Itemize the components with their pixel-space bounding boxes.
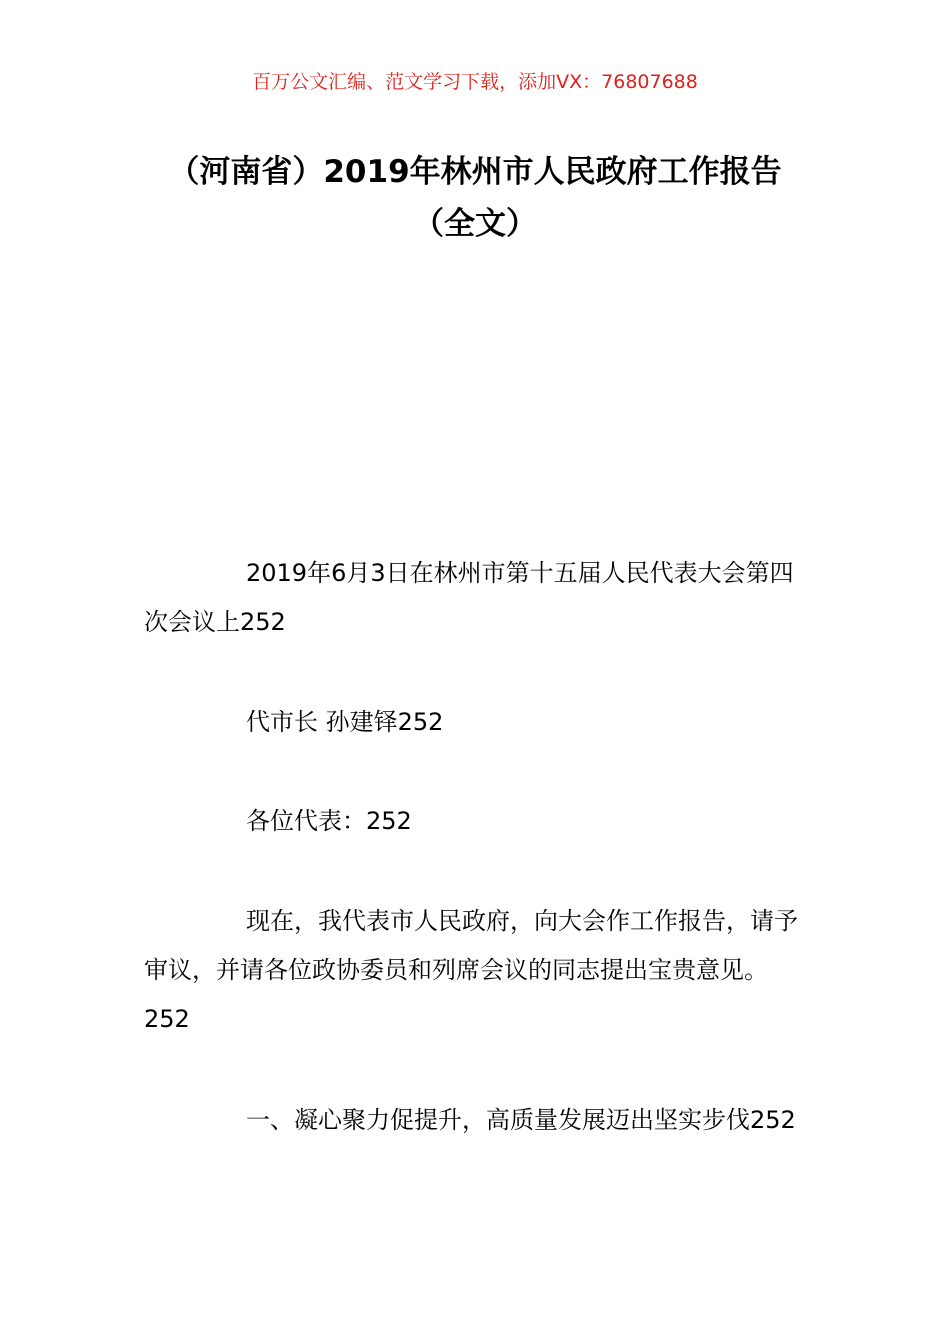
paragraph-speaker: [144, 698, 812, 747]
header-watermark-note: 百万公文汇编、范文学习下载，添加VX：76807688: [252, 71, 698, 93]
paragraph-meeting-info: [144, 549, 812, 647]
paragraph-text: 现在，我代表市人民政府，向大会作工作报告，请予审议，并请各位政协委员和列席会议的同志提出宝贵意见。252: [144, 907, 798, 1033]
paragraph-text: 各位代表：252: [246, 807, 412, 835]
paragraph-salutation: [144, 797, 812, 846]
document-title: （河南省）2019年林州市人民政府工作报告（全文）: [168, 154, 782, 242]
paragraph-text: 一、凝心聚力促提升，高质量发展迈出坚实步伐252: [246, 1106, 796, 1134]
section-heading-one: [144, 1096, 812, 1145]
paragraph-text: 2019年6月3日在林州市第十五届人民代表大会第四次会议上252: [144, 559, 794, 636]
paragraph-intro: [144, 897, 812, 1044]
paragraph-text: 代市长 孙建铎252: [246, 708, 444, 736]
